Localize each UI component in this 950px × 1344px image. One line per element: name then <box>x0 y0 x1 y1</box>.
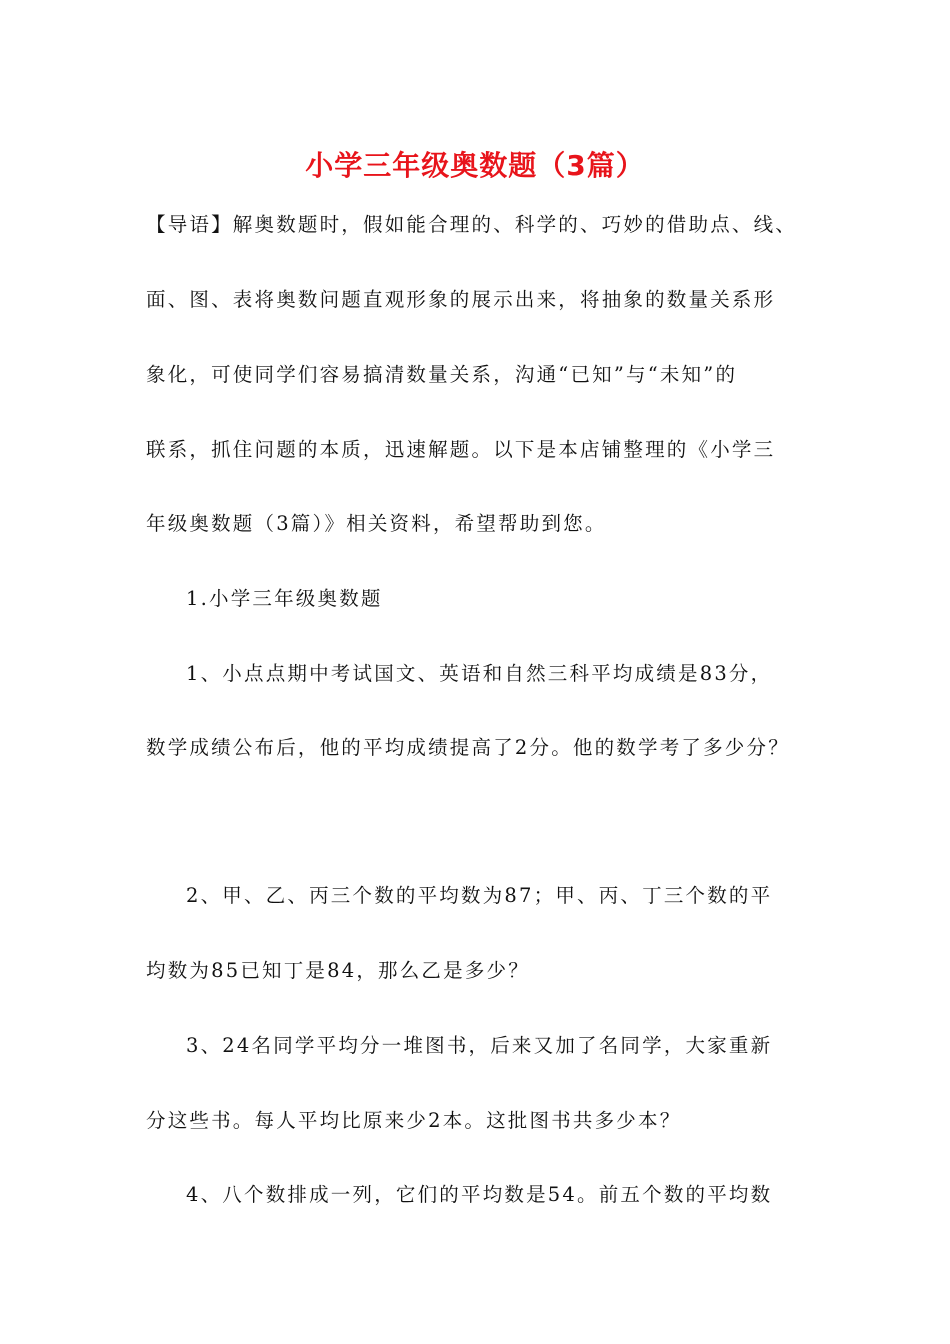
question-4-line-1: 4、八个数排成一列，它们的平均数是54。前五个数的平均数 <box>186 1183 773 1206</box>
question-1-line-2: 数学成绩公布后，他的平均成绩提高了2分。他的数学考了多少分？ <box>146 736 790 759</box>
question-2-line-2: 均数为85已知丁是84，那么乙是多少？ <box>146 959 530 982</box>
question-1-line-1: 1、小点点期中考试国文、英语和自然三科平均成绩是83分， <box>186 662 773 685</box>
intro-line-2: 面、图、表将奥数问题直观形象的展示出来，将抽象的数量关系形 <box>146 288 776 311</box>
question-3-line-1: 3、24名同学平均分一堆图书，后来又加了名同学，大家重新 <box>186 1034 773 1057</box>
section-heading: 1.小学三年级奥数题 <box>186 587 383 610</box>
document-title: 小学三年级奥数题（3篇） <box>305 149 645 182</box>
intro-line-5: 年级奥数题（3篇）》相关资料，希望帮助到您。 <box>146 512 607 535</box>
intro-line-1: 【导语】解奥数题时，假如能合理的、科学的、巧妙的借助点、线、 <box>146 213 798 236</box>
question-2-line-1: 2、甲、乙、丙三个数的平均数为87；甲、丙、丁三个数的平 <box>186 884 773 907</box>
intro-line-4: 联系，抓住问题的本质，迅速解题。以下是本店铺整理的《小学三 <box>146 438 776 461</box>
intro-line-3: 象化，可使同学们容易搞清数量关系，沟通“已知”与“未知”的 <box>146 363 738 386</box>
question-3-line-2: 分这些书。每人平均比原来少2本。这批图书共多少本？ <box>146 1109 682 1132</box>
